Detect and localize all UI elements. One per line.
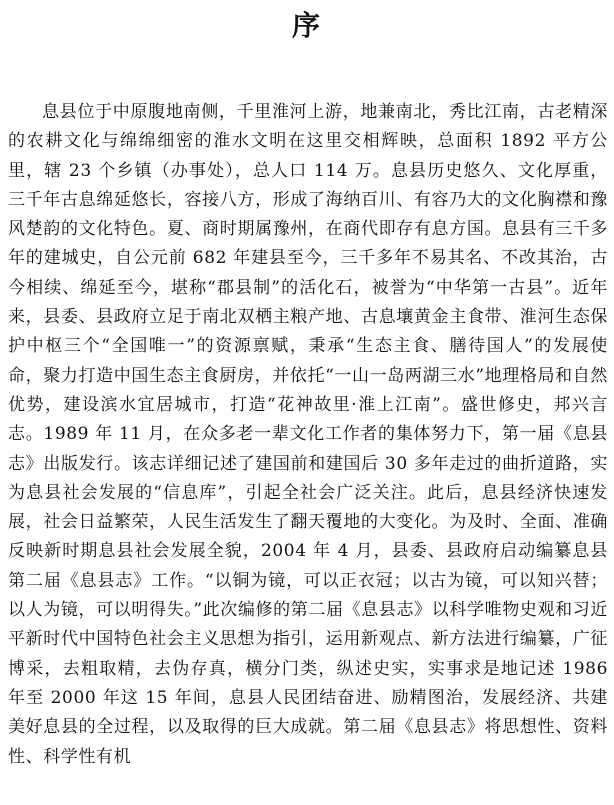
- page-title: 序: [291, 9, 322, 42]
- preface-paragraph: 息县位于中原腹地南侧，千里淮河上游，地兼南北，秀比江南，古老精深的农耕文化与绵绵细密的淮水文明在这里交相辉映，总面积 1892 平方公里，辖 23 个乡镇（办事处），总人口 114 万。息县历史悠久、文化厚重，三千年古息绵延悠长，容接八方，形成了海纳百川、有容乃大的文化胸襟和豫风楚韵的文化特色。夏、商时期属豫州，在商代即存有息方国。息县有三千多年的建城史，自公元前 682 年建县至今，三千多年不易其名、不改其治，古今相续、绵延至今，堪称“郡县制”的活化石，被誉为“中华第一古县”。近年来，县委、县政府立足于南北双栖主粮产地、古息壤黄金主食带、淮河生态保护中枢三个“全国唯一”的资源禀赋，秉承“生态主食、膳待国人”的发展使命，聚力打造中国生态主食厨房，并依托“一山一岛两湖三水”地理格局和自然优势，建设滨水宜居城市，打造“花神故里·淮上江南”。盛世修史，邦兴言志。1989 年 11 月，在众多老一辈文化工作者的集体努力下，第一届《息县志》出版发行。该志详细记述了建国前和建国后 30 多年走过的曲折道路，实为息县社会发展的“信息库”，引起全社会广泛关注。此后，息县经济快速发展，社会日益繁荣，人民生活发生了翻天覆地的大变化。为及时、全面、准确反映新时期息县社会发展全貌，2004 年 4 月，县委、县政府启动编纂息县第二届《息县志》工作。“以铜为镜，可以正衣冠；以古为镜，可以知兴替；以人为镜，可以明得失。”此次编修的第二届《息县志》以科学唯物史观和习近平新时代中国特色社会主义思想为指引，运用新观点、新方法进行编纂，广征博采，去粗取精，去伪存真，横分门类，纵述史实，实事求是地记述 1986 年至 2000 年这 15 年间，息县人民团结奋进、励精图治，发展经济、共建美好息县的全过程，以及取得的巨大成就。第二届《息县志》将思想性、资料性、科学性有机: [8, 102, 608, 767]
